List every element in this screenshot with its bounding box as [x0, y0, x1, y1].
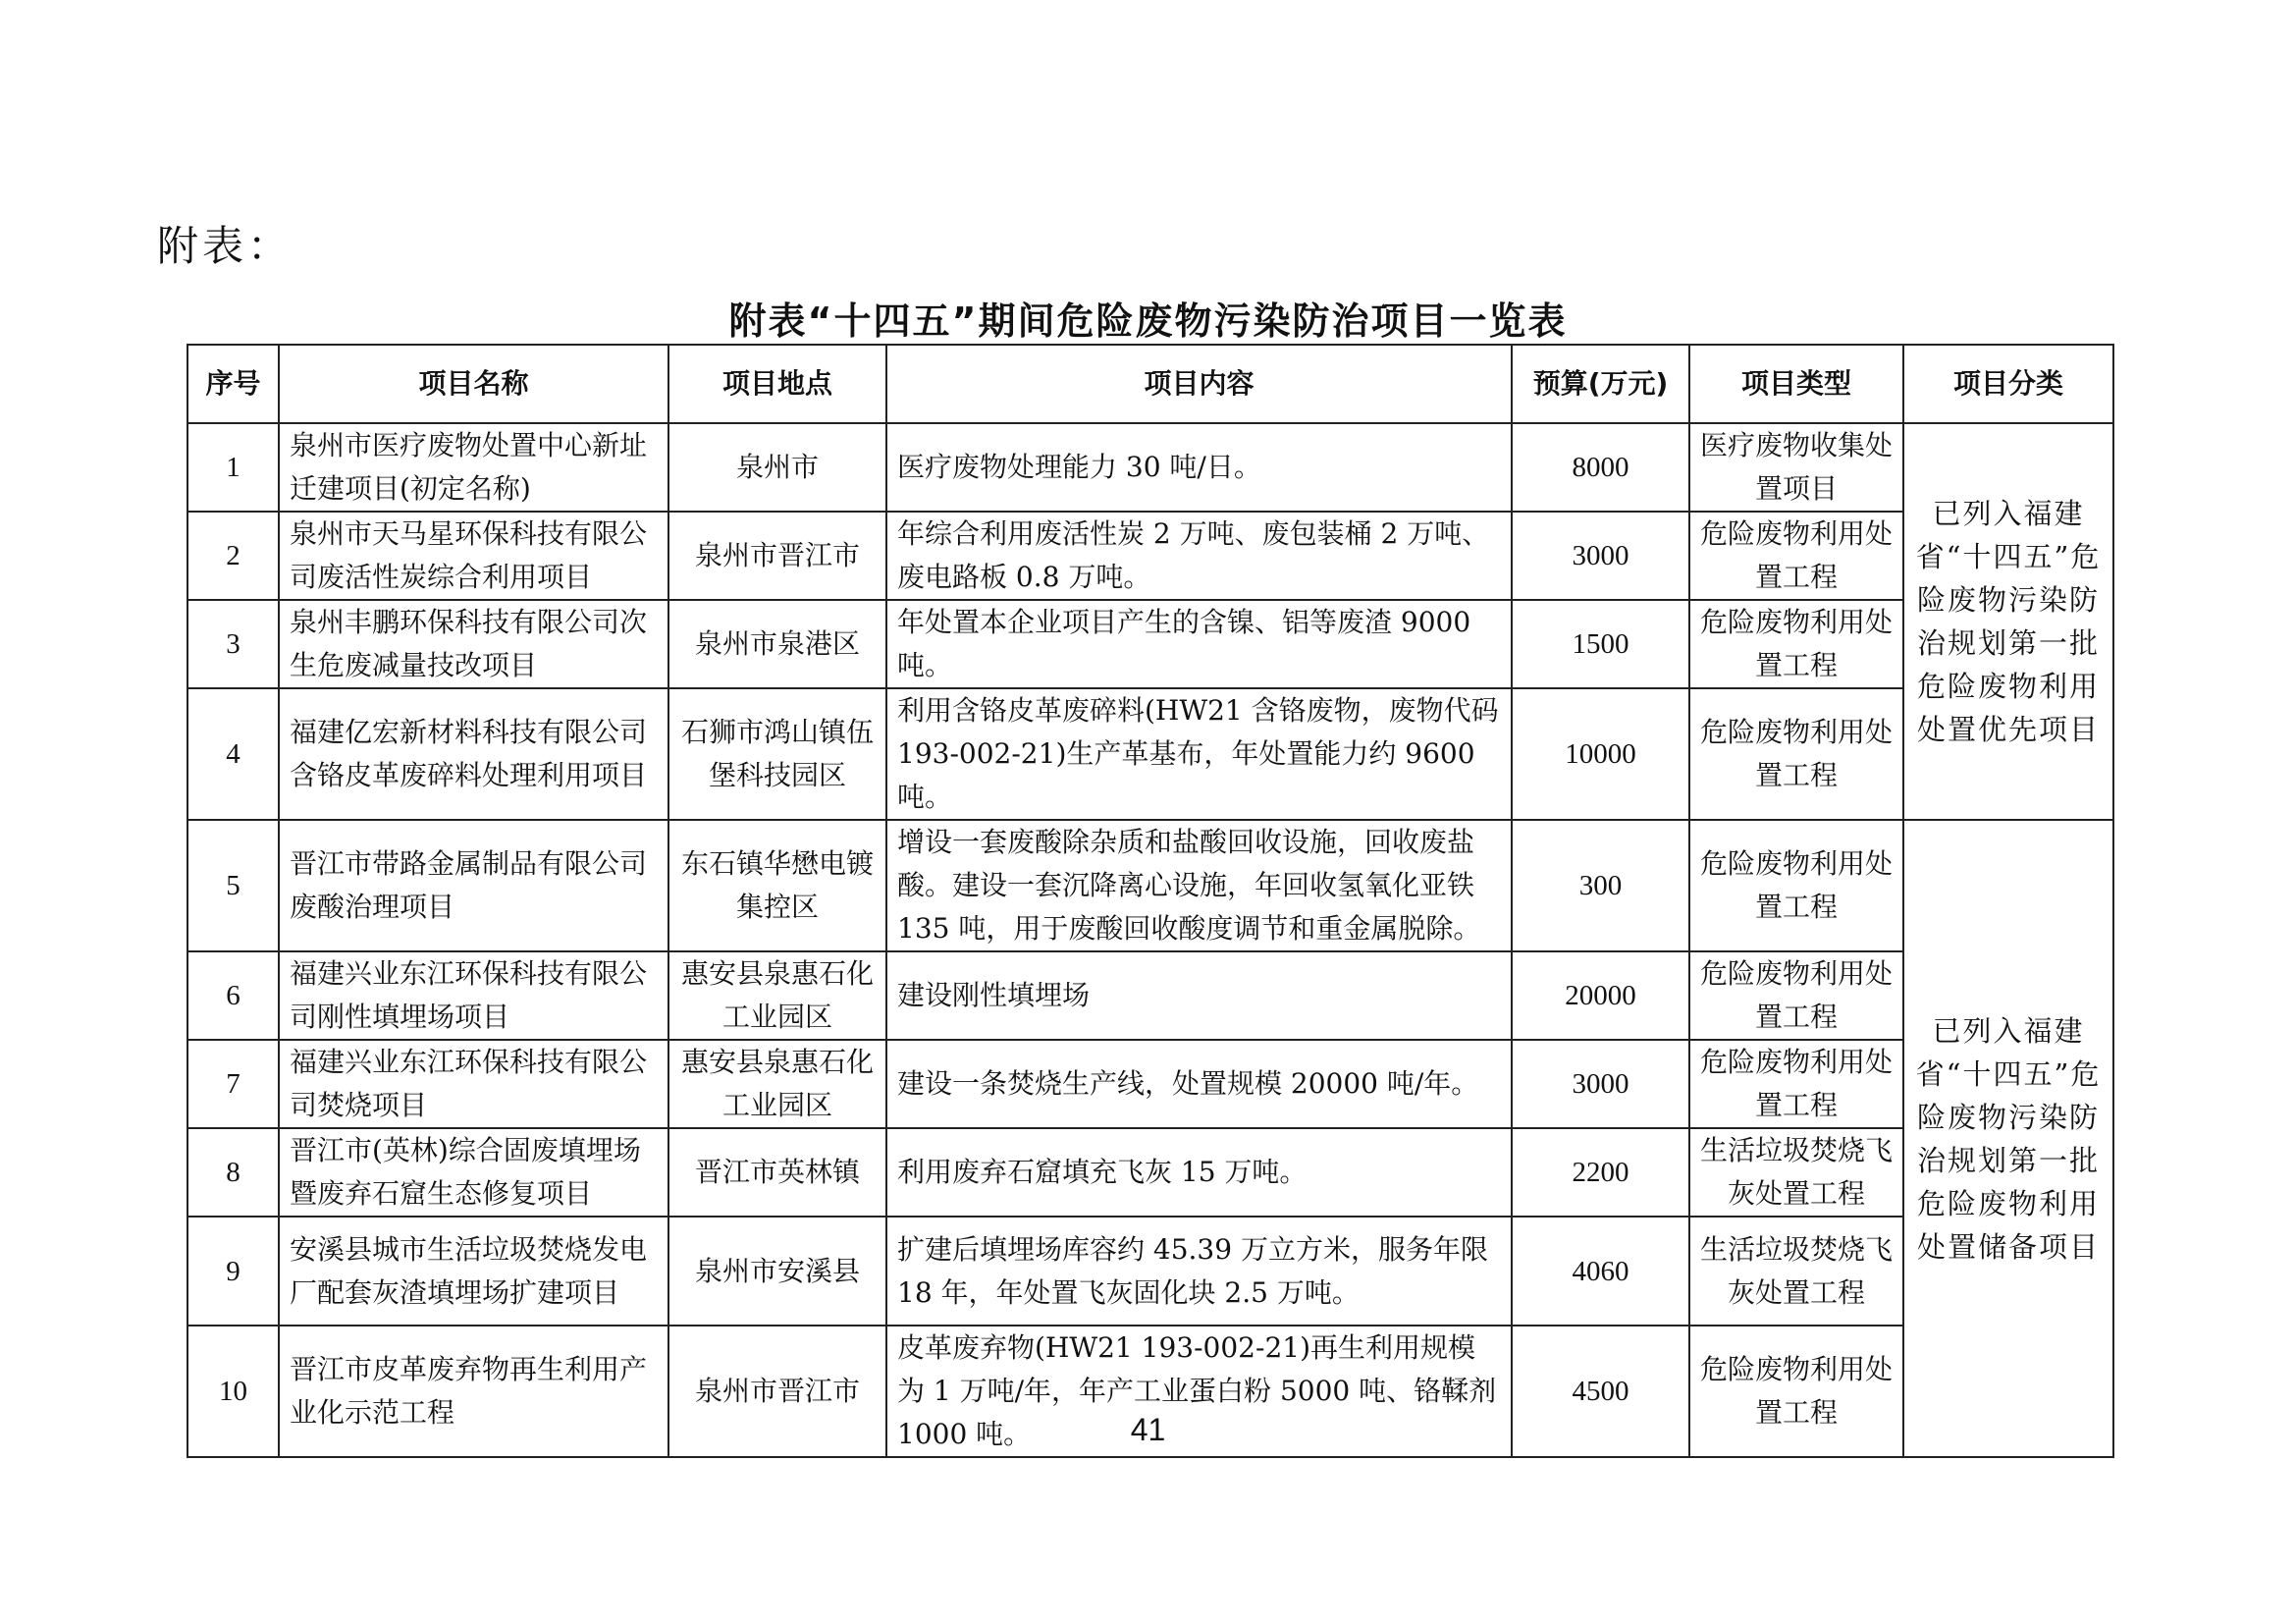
cell-name: 安溪县城市生活垃圾焚烧发电厂配套灰渣填埋场扩建项目 — [279, 1217, 668, 1326]
cell-name: 福建兴业东江环保科技有限公司刚性填埋场项目 — [279, 951, 668, 1040]
cell-type: 生活垃圾焚烧飞灰处置工程 — [1689, 1128, 1903, 1217]
cell-location: 泉州市晋江市 — [668, 1326, 886, 1457]
cell-location: 泉州市晋江市 — [668, 512, 886, 600]
cell-location: 泉州市安溪县 — [668, 1217, 886, 1326]
cell-location: 晋江市英林镇 — [668, 1128, 886, 1217]
header-name: 项目名称 — [279, 345, 668, 423]
header-location: 项目地点 — [668, 345, 886, 423]
cell-budget: 4060 — [1512, 1217, 1689, 1326]
cell-location: 泉州市泉港区 — [668, 600, 886, 688]
cell-location: 惠安县泉惠石化工业园区 — [668, 951, 886, 1040]
cell-budget: 10000 — [1512, 688, 1689, 820]
cell-budget: 8000 — [1512, 423, 1689, 512]
cell-location: 泉州市 — [668, 423, 886, 512]
cell-content: 皮革废弃物(HW21 193-002-21)再生利用规模为 1 万吨/年，年产工业蛋白粉 5000 吨、铬鞣剂 1000 吨。 — [886, 1326, 1512, 1457]
cell-no: 5 — [187, 820, 279, 951]
cell-no: 2 — [187, 512, 279, 600]
cell-budget: 3000 — [1512, 512, 1689, 600]
cell-no: 1 — [187, 423, 279, 512]
cell-type: 危险废物利用处置工程 — [1689, 688, 1903, 820]
cell-name: 晋江市(英林)综合固废填埋场暨废弃石窟生态修复项目 — [279, 1128, 668, 1217]
header-no: 序号 — [187, 345, 279, 423]
cell-content: 扩建后填埋场库容约 45.39 万立方米，服务年限 18 年，年处置飞灰固化块 2.5 万吨。 — [886, 1217, 1512, 1326]
header-type: 项目类型 — [1689, 345, 1903, 423]
cell-name: 泉州市天马星环保科技有限公司废活性炭综合利用项目 — [279, 512, 668, 600]
cell-no: 3 — [187, 600, 279, 688]
cell-location: 石狮市鸿山镇伍堡科技园区 — [668, 688, 886, 820]
cell-content: 增设一套废酸除杂质和盐酸回收设施，回收废盐酸。建设一套沉降离心设施，年回收氢氧化亚铁 135 吨，用于废酸回收酸度调节和重金属脱除。 — [886, 820, 1512, 951]
table-row — [187, 1128, 2113, 1217]
cell-type: 危险废物利用处置工程 — [1689, 1326, 1903, 1457]
category-cell-priority: 已列入福建省“十四五”危险废物污染防治规划第一批危险废物利用处置优先项目 — [1903, 423, 2113, 820]
cell-no: 6 — [187, 951, 279, 1040]
header-content: 项目内容 — [886, 345, 1512, 423]
cell-location: 东石镇华懋电镀集控区 — [668, 820, 886, 951]
cell-content: 建设刚性填埋场 — [886, 951, 1512, 1040]
appendix-label: 附表： — [157, 222, 294, 270]
cell-content: 年处置本企业项目产生的含镍、铝等废渣 9000 吨。 — [886, 600, 1512, 688]
cell-name: 泉州市医疗废物处置中心新址迁建项目(初定名称) — [279, 423, 668, 512]
cell-type: 医疗废物收集处置项目 — [1689, 423, 1903, 512]
table-title: 附表“十四五”期间危险废物污染防治项目一览表 — [728, 299, 1568, 343]
cell-no: 7 — [187, 1040, 279, 1128]
table-row — [187, 600, 2113, 688]
header-budget: 预算(万元) — [1512, 345, 1689, 423]
table-row — [187, 820, 2113, 951]
cell-type: 危险废物利用处置工程 — [1689, 600, 1903, 688]
cell-content: 利用废弃石窟填充飞灰 15 万吨。 — [886, 1128, 1512, 1217]
cell-type: 生活垃圾焚烧飞灰处置工程 — [1689, 1217, 1903, 1326]
cell-budget: 20000 — [1512, 951, 1689, 1040]
table-header-row — [187, 345, 2113, 423]
cell-no: 10 — [187, 1326, 279, 1457]
projects-table — [187, 344, 2114, 1458]
cell-content: 建设一条焚烧生产线，处置规模 20000 吨/年。 — [886, 1040, 1512, 1128]
cell-content: 年综合利用废活性炭 2 万吨、废包装桶 2 万吨、废电路板 0.8 万吨。 — [886, 512, 1512, 600]
cell-budget: 2200 — [1512, 1128, 1689, 1217]
cell-no: 4 — [187, 688, 279, 820]
cell-type: 危险废物利用处置工程 — [1689, 820, 1903, 951]
cell-name: 福建兴业东江环保科技有限公司焚烧项目 — [279, 1040, 668, 1128]
category-cell-reserve: 已列入福建省“十四五”危险废物污染防治规划第一批危险废物利用处置储备项目 — [1903, 820, 2113, 1457]
table-row — [187, 1040, 2113, 1128]
cell-location: 惠安县泉惠石化工业园区 — [668, 1040, 886, 1128]
cell-no: 8 — [187, 1128, 279, 1217]
cell-no: 9 — [187, 1217, 279, 1326]
page-number: 41 — [1130, 1412, 1166, 1447]
cell-budget: 4500 — [1512, 1326, 1689, 1457]
table-row — [187, 423, 2113, 512]
cell-content: 利用含铬皮革废碎料(HW21 含铬废物，废物代码 193-002-21)生产革基布，年处置能力约 9600 吨。 — [886, 688, 1512, 820]
cell-name: 泉州丰鹏环保科技有限公司次生危废减量技改项目 — [279, 600, 668, 688]
cell-type: 危险废物利用处置工程 — [1689, 951, 1903, 1040]
cell-name: 晋江市带路金属制品有限公司废酸治理项目 — [279, 820, 668, 951]
table-row — [187, 512, 2113, 600]
table-row — [187, 688, 2113, 820]
cell-name: 晋江市皮革废弃物再生利用产业化示范工程 — [279, 1326, 668, 1457]
cell-name: 福建亿宏新材料科技有限公司含铬皮革废碎料处理利用项目 — [279, 688, 668, 820]
table-row — [187, 951, 2113, 1040]
table-row — [187, 1217, 2113, 1326]
cell-budget: 1500 — [1512, 600, 1689, 688]
cell-content: 医疗废物处理能力 30 吨/日。 — [886, 423, 1512, 512]
cell-budget: 300 — [1512, 820, 1689, 951]
cell-budget: 3000 — [1512, 1040, 1689, 1128]
cell-type: 危险废物利用处置工程 — [1689, 1040, 1903, 1128]
header-category: 项目分类 — [1903, 345, 2113, 423]
cell-type: 危险废物利用处置工程 — [1689, 512, 1903, 600]
